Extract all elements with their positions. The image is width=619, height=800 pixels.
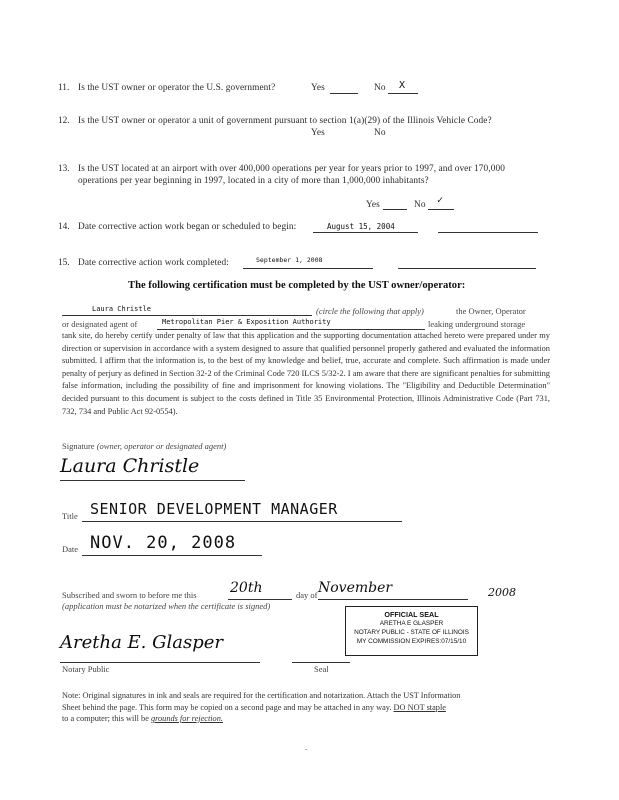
question-12-yes-label: Yes [311, 128, 325, 138]
certification-paragraph: tank site, do hereby certify under penalty of law that this application and the supporting documentation attached hereto were prepared under my direction or supervision in accordance with a system designed to assure that qualified personnel properly gathered and evaluated the information submitted. I affirm that the information is, to the best of my knowledge and belief, true, accurate and complete. Such affirmation is made under penalty of perjury as defined in Section 32-2 of the Criminal Code 720 ILCS 5/32-2. I am aware that there are significant penalties for submitting false information, including the possibility of fine and imprisonment for knowing violations. The "Eligibility and Deductible Determination" decided pursuant to this document is subject to the costs defined in Title 35 Environmental Protection, Illinois Administrative Code (Part 731, 732, 734 and Public Act 92-0554). [62, 331, 550, 416]
notarize-instruction: (application must be notarized when the certificate is signed) [62, 601, 271, 611]
seal-line [292, 662, 350, 663]
question-13-text-line2: operations per year beginning in 1997, located in a city of more than 1,000,000 inhabitants? [78, 176, 429, 186]
cert-owner-operator: the Owner, Operator [456, 306, 526, 316]
subscribed-day-of: day of [296, 590, 318, 600]
question-11-yes-line[interactable] [330, 93, 358, 94]
question-14-number: 14. [58, 222, 70, 232]
question-12-text: Is the UST owner or operator a unit of government pursuant to section 1(a)(29) of the Illinois Vehicle Code? [78, 116, 492, 126]
signature-label-wrap [62, 441, 226, 451]
title-label: Title [62, 511, 78, 521]
question-13-text: Is the UST located at an airport with over 400,000 operations per year for years prior to 1997, and over 170,000 [78, 164, 505, 174]
date-label: Date [62, 544, 79, 554]
subscribed-year-value: 2008 [488, 586, 516, 599]
notary-line [60, 662, 260, 663]
subscribed-day-line [228, 599, 292, 600]
question-11-yes-label: Yes [311, 83, 325, 93]
question-12-number: 12. [58, 116, 70, 126]
title-line [82, 521, 402, 522]
subscribed-month-line [318, 599, 468, 600]
note-line-3: to a computer; this will be [62, 714, 149, 723]
question-13-no-line[interactable] [428, 209, 454, 210]
title-value: SENIOR DEVELOPMENT MANAGER [90, 500, 338, 518]
seal-label: Seal [314, 664, 329, 674]
question-12-no-label: No [374, 128, 386, 138]
date-line [82, 555, 262, 556]
cert-designated-agent-label: or designated agent of [62, 319, 138, 329]
cert-leaking-ust: leaking underground storage [428, 319, 526, 329]
seal-name: ARETHA E GLASPER [379, 620, 444, 627]
question-13-no-label: No [414, 200, 426, 210]
question-15-number: 15. [58, 258, 70, 268]
footer-dot: . [305, 742, 308, 752]
question-15-value: September 1, 2008 [256, 256, 323, 264]
question-11-number: 11. [58, 83, 70, 93]
question-13-number: 13. [58, 164, 70, 174]
notary-signature: Aretha E. Glasper [60, 632, 224, 653]
note-block [62, 690, 562, 725]
question-15-text: Date corrective action work completed: [78, 258, 229, 268]
question-14-line[interactable] [313, 232, 418, 233]
official-notary-seal [345, 606, 478, 656]
note-line-3-wrap [62, 713, 562, 725]
subscribed-text: Subscribed and sworn to before me this [62, 590, 197, 600]
certification-title: The following certification must be completed by the UST owner/operator: [128, 280, 466, 291]
subscribed-month-value: November [318, 580, 393, 596]
question-11-no-mark: X [399, 80, 406, 91]
note-line-2: Sheet behind the page. This form may be copied on a second page and may be attached in any way. [62, 702, 392, 712]
question-13-no-mark: ✓ [437, 195, 444, 206]
note-grounds-for-rejection: grounds for rejection. [150, 714, 223, 723]
note-line-2-wrap [62, 702, 562, 714]
question-13-yes-line[interactable] [383, 209, 407, 210]
subscribed-day-value: 20th [230, 580, 263, 596]
notary-public-label: Notary Public [62, 664, 110, 674]
seal-title: OFFICIAL SEAL [384, 610, 439, 619]
note-do-not-staple: DO NOT staple [393, 702, 446, 712]
cert-name-value: Laura Christle [92, 305, 152, 313]
question-14-value: August 15, 2004 [327, 222, 395, 231]
question-15-line[interactable] [243, 268, 373, 269]
signature-label: Signature [62, 441, 95, 451]
question-11-no-label: No [374, 83, 386, 93]
cert-name-line [62, 315, 312, 316]
question-11-text: Is the UST owner or operator the U.S. government? [78, 83, 276, 93]
question-13-yes-label: Yes [366, 200, 380, 210]
date-value: NOV. 20, 2008 [90, 533, 237, 553]
signature-line [60, 480, 245, 481]
seal-state: NOTARY PUBLIC - STATE OF ILLINOIS [354, 629, 469, 636]
cert-entity-value: Metropolitan Pier & Exposition Authority [162, 318, 331, 326]
question-14-line-extra [438, 232, 538, 233]
cert-circle-instruction: (circle the following that apply) [316, 306, 424, 316]
question-14-text: Date corrective action work began or scheduled to begin: [78, 222, 297, 232]
signature-label-qualifier: (owner, operator or designated agent) [96, 441, 227, 451]
note-line-1: Note: Original signatures in ink and seals are required for the certification and notarization. Attach the UST Information [62, 691, 461, 700]
question-11-no-line[interactable] [388, 93, 418, 94]
question-15-line-extra [398, 268, 536, 269]
owner-signature: Laura Christle [60, 455, 200, 477]
seal-expiry: MY COMMISSION EXPIRES:07/15/10 [356, 638, 467, 645]
